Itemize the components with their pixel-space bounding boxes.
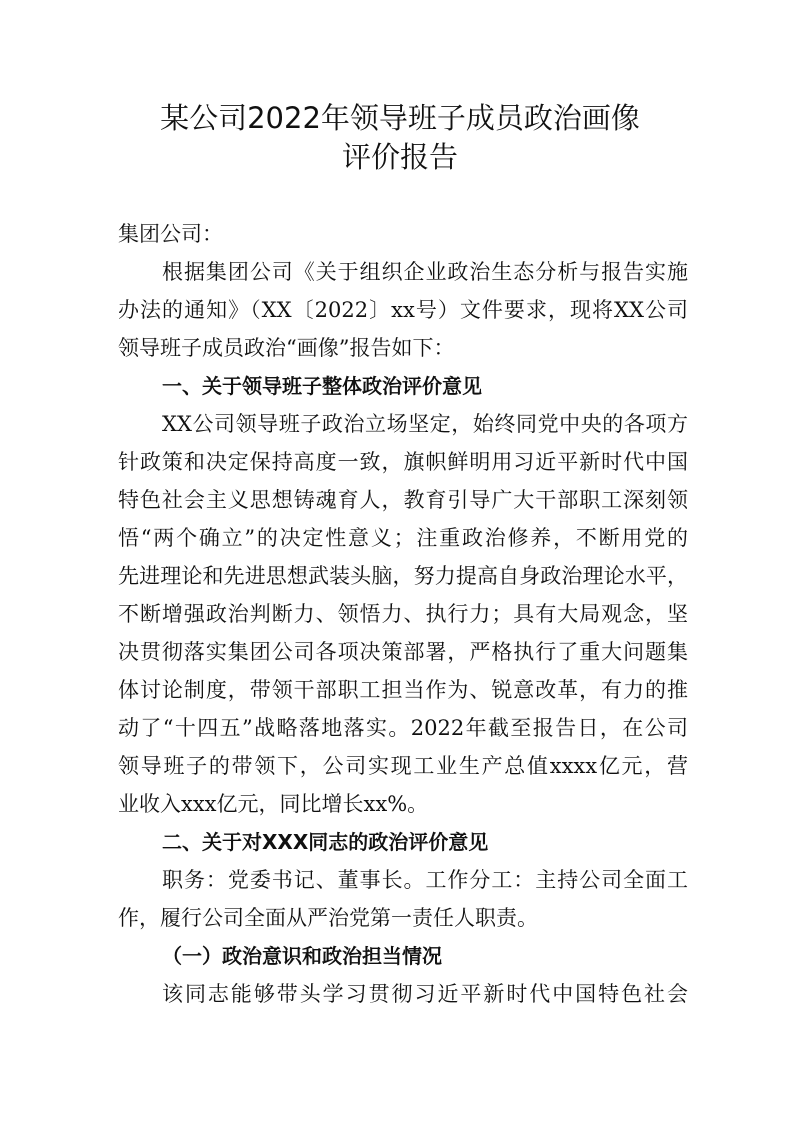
section-1-line-4: 悟“两个确立”的决定性意义；注重政治修养，不断用党的 [118, 526, 688, 550]
section-1-line-8: 体讨论制度，带领干部职工担当作为、锐意改革，有力的推 [118, 678, 688, 702]
subsection-1-line-1: 该同志能够带头学习贯彻习近平新时代中国特色社会 [162, 982, 688, 1006]
section-1-line-11: 业收入xxx亿元，同比增长xx%。 [118, 792, 429, 816]
document-title-line-2: 评价报告 [341, 140, 458, 174]
section-2-line-1: 职务：党委书记、董事长。工作分工：主持公司全面工 [162, 868, 688, 892]
section-1-line-7: 决贯彻落实集团公司各项决策部署，严格执行了重大问题集 [118, 640, 688, 664]
section-1-line-10: 领导班子的带领下，公司实现工业生产总值xxxx亿元，营 [118, 754, 688, 778]
section-1-heading: 一、关于领导班子整体政治评价意见 [162, 374, 482, 398]
salutation: 集团公司： [118, 222, 223, 246]
subsection-1-heading: （一）政治意识和政治担当情况 [162, 944, 442, 968]
section-2-heading: 二、关于对XXX同志的政治评价意见 [162, 830, 489, 854]
intro-line-2: 办法的通知》（XX〔2022〕xx号）文件要求，现将XX公司 [118, 298, 688, 322]
intro-line-3: 领导班子成员政治“画像”报告如下： [118, 336, 455, 360]
section-1-line-6: 不断增强政治判断力、领悟力、执行力；具有大局观念，坚 [118, 602, 688, 626]
document-title-line-1: 某公司2022年领导班子成员政治画像 [160, 101, 640, 135]
section-1-line-9: 动了“十四五”战略落地落实。2022年截至报告日，在公司 [118, 716, 688, 740]
section-2-line-2: 作，履行公司全面从严治党第一责任人职责。 [118, 906, 538, 930]
section-1-line-2: 针政策和决定保持高度一致，旗帜鲜明用习近平新时代中国 [118, 450, 688, 474]
intro-line-1: 根据集团公司《关于组织企业政治生态分析与报告实施 [162, 260, 688, 284]
section-1-line-1: XX公司领导班子政治立场坚定，始终同党中央的各项方 [162, 412, 688, 436]
section-1-line-5: 先进理论和先进思想武装头脑，努力提高自身政治理论水平， [118, 564, 688, 588]
section-1-line-3: 特色社会主义思想铸魂育人，教育引导广大干部职工深刻领 [118, 488, 688, 512]
